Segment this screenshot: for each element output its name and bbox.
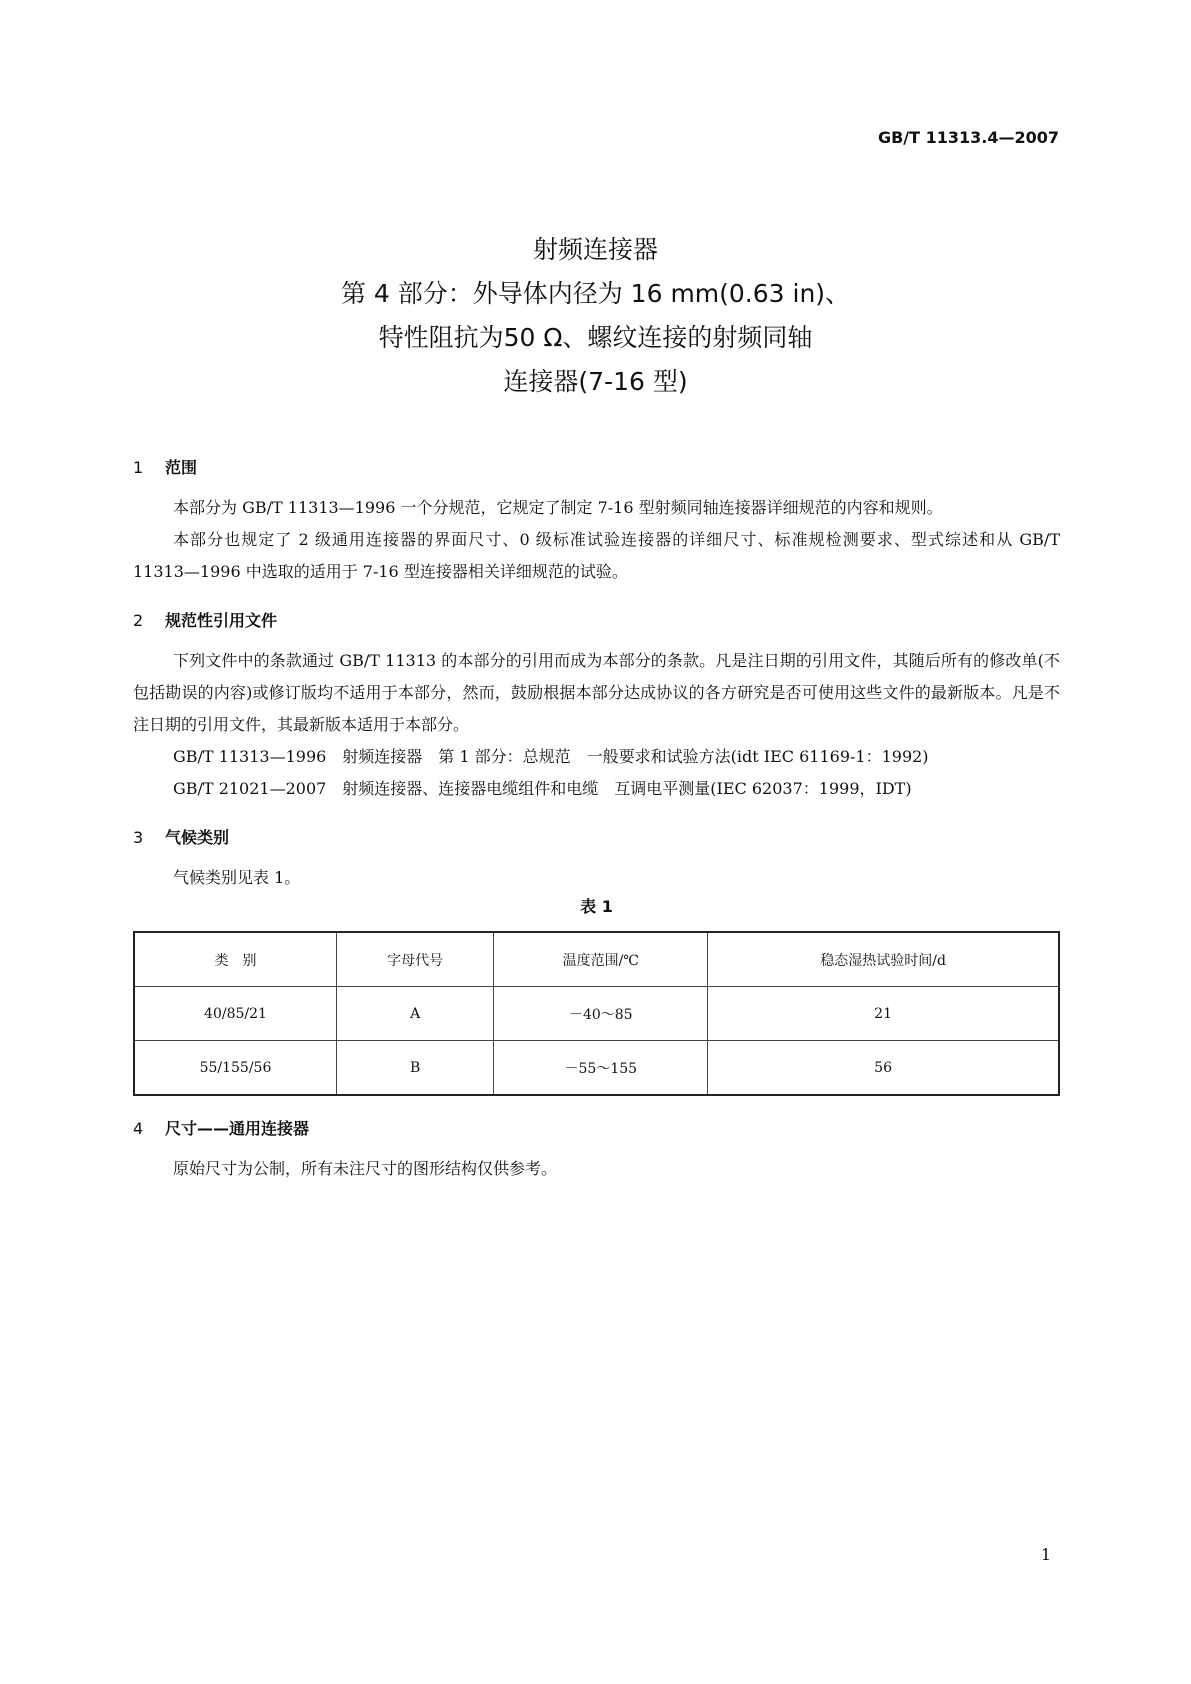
climatic-category-table xyxy=(133,931,1060,1096)
paragraph: 本部分为 GB/T 11313—1996 一个分规范，它规定了制定 7-16 型射频同轴连接器详细规范的内容和规则。 xyxy=(173,498,943,517)
section-3-heading xyxy=(133,825,1060,848)
paragraph: 下列文件中的条款通过 GB/T 11313 的本部分的引用而成为本部分的条款。凡是注日期的引用文件，其随后所有的修改单(不包括勘误的内容)或修订版均不适用于本部分，然而，鼓励根据本部分达成协议的各方研究是否可使用这些文件的最新版本。凡是不注日期的引用文件，其最新版本适用于本部分。 xyxy=(133,651,1060,734)
table-cell: 21 xyxy=(708,987,1059,1041)
paragraph: 原始尺寸为公制，所有未注尺寸的图形结构仅供参考。 xyxy=(173,1159,558,1178)
title-line-1: 射频连接器 xyxy=(532,235,658,264)
document-code: GB/T 11313.4—2007 xyxy=(877,128,1059,147)
table-row xyxy=(134,1041,1059,1096)
table-cell: 55/155/56 xyxy=(134,1041,336,1096)
reference-entry: GB/T 11313—1996 射频连接器 第 1 部分：总规范 一般要求和试验方法(idt IEC 61169-1：1992) xyxy=(173,747,929,766)
table-header-cell: 温度范围/℃ xyxy=(494,932,708,987)
table-header-row xyxy=(134,932,1059,987)
table-caption: 表 1 xyxy=(580,897,613,916)
section-2-heading xyxy=(133,608,1060,631)
document-title xyxy=(0,228,1191,404)
table-row xyxy=(134,987,1059,1041)
table-header-cell: 字母代号 xyxy=(336,932,493,987)
table-header-cell: 稳态湿热试验时间/d xyxy=(708,932,1059,987)
table-cell: B xyxy=(336,1041,493,1096)
section-number: 3 xyxy=(133,828,144,847)
section-4-heading xyxy=(133,1116,1060,1139)
section-number: 2 xyxy=(133,611,144,630)
title-line-3: 特性阻抗为50 Ω、螺纹连接的射频同轴 xyxy=(378,323,813,352)
document-body xyxy=(133,455,1060,1185)
title-line-4: 连接器(7-16 型) xyxy=(503,367,688,396)
paragraph: 气候类别见表 1。 xyxy=(173,868,301,887)
section-title: 尺寸——通用连接器 xyxy=(165,1119,310,1138)
table-header-cell: 类 别 xyxy=(134,932,336,987)
section-title: 规范性引用文件 xyxy=(165,611,278,630)
paragraph: 本部分也规定了 2 级通用连接器的界面尺寸、0 级标准试验连接器的详细尺寸、标准规检测要求、型式综述和从 GB/T 11313—1996 中选取的适用于 7-16 型连接器相关详细规范的试验。 xyxy=(133,530,1060,581)
reference-entry: GB/T 21021—2007 射频连接器、连接器电缆组件和电缆 互调电平测量(IEC 62037：1999，IDT) xyxy=(173,779,912,798)
table-cell: －40～85 xyxy=(494,987,708,1041)
section-1-heading xyxy=(133,455,1060,478)
table-cell: 56 xyxy=(708,1041,1059,1096)
table-cell: －55～155 xyxy=(494,1041,708,1096)
section-number: 1 xyxy=(133,458,144,477)
table-cell: A xyxy=(336,987,493,1041)
page-number: 1 xyxy=(1040,1545,1051,1564)
title-line-2: 第 4 部分：外导体内径为 16 mm(0.63 in)、 xyxy=(340,279,851,308)
section-title: 气候类别 xyxy=(165,828,230,847)
section-title: 范围 xyxy=(165,458,198,477)
table-cell: 40/85/21 xyxy=(134,987,336,1041)
section-number: 4 xyxy=(133,1119,144,1138)
